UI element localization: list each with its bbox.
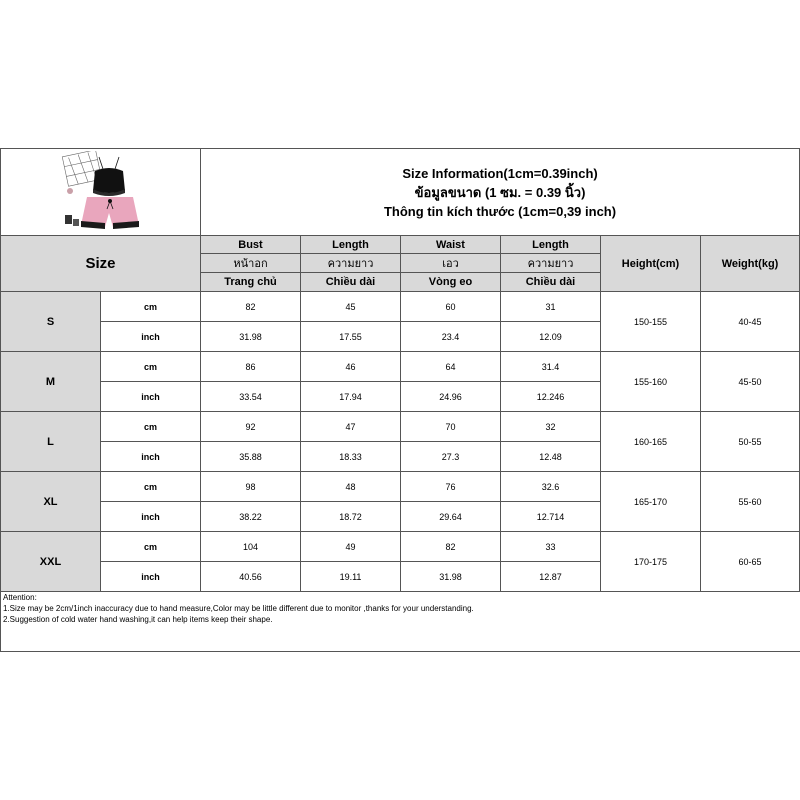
unit-inch-label: inch: [101, 442, 201, 472]
cm-value: 70: [401, 412, 501, 442]
inch-value: 29.64: [401, 502, 501, 532]
height-value: 160-165: [601, 412, 701, 472]
table-row: [1, 352, 800, 382]
size-table: [0, 148, 800, 592]
shorts-length-header-vi: Chiều dài: [501, 273, 601, 292]
title-cell: [201, 149, 800, 236]
inch-value: 24.96: [401, 382, 501, 412]
height-value: 150-155: [601, 292, 701, 352]
size-label: M: [1, 352, 101, 412]
size-chart: [0, 148, 800, 651]
size-column-header: Size: [1, 236, 201, 292]
height-header: Height(cm): [601, 236, 701, 292]
bust-header-th: หน้าอก: [201, 254, 301, 273]
unit-inch-label: inch: [101, 382, 201, 412]
cm-value: 31.4: [501, 352, 601, 382]
cm-value: 49: [301, 532, 401, 562]
cm-value: 104: [201, 532, 301, 562]
unit-inch-label: inch: [101, 562, 201, 592]
table-row: [1, 532, 800, 562]
unit-inch-label: inch: [101, 322, 201, 352]
inch-value: 12.48: [501, 442, 601, 472]
size-label: XL: [1, 472, 101, 532]
notes-line-2: 2.Suggestion of cold water hand washing,it can help items keep their shape.: [3, 615, 273, 624]
size-label: L: [1, 412, 101, 472]
height-value: 170-175: [601, 532, 701, 592]
bust-header-vi: Trang chủ: [201, 273, 301, 292]
inch-value: 12.09: [501, 322, 601, 352]
cm-value: 31: [501, 292, 601, 322]
cm-value: 64: [401, 352, 501, 382]
weight-header: Weight(kg): [701, 236, 800, 292]
cm-value: 32.6: [501, 472, 601, 502]
waist-header-vi: Vòng eo: [401, 273, 501, 292]
height-value: 155-160: [601, 352, 701, 412]
weight-value: 45-50: [701, 352, 800, 412]
notes-heading: Attention:: [3, 593, 37, 602]
inch-value: 19.11: [301, 562, 401, 592]
weight-value: 55-60: [701, 472, 800, 532]
shorts-length-header-en: Length: [501, 236, 601, 254]
inch-value: 12.246: [501, 382, 601, 412]
inch-value: 23.4: [401, 322, 501, 352]
cm-value: 60: [401, 292, 501, 322]
notes-line-1: 1.Size may be 2cm/1inch inaccuracy due to hand measure,Color may be little different due to monitor ,thanks for your understanding.: [3, 604, 474, 613]
bust-header-en: Bust: [201, 236, 301, 254]
inch-value: 40.56: [201, 562, 301, 592]
weight-value: 50-55: [701, 412, 800, 472]
length-header-th: ความยาว: [301, 254, 401, 273]
weight-value: 40-45: [701, 292, 800, 352]
attention-notes: [0, 591, 800, 652]
unit-cm-label: cm: [101, 472, 201, 502]
product-image: [61, 151, 146, 234]
cm-value: 82: [401, 532, 501, 562]
cm-value: 45: [301, 292, 401, 322]
cm-value: 32: [501, 412, 601, 442]
unit-cm-label: cm: [101, 532, 201, 562]
cm-value: 48: [301, 472, 401, 502]
inch-value: 17.55: [301, 322, 401, 352]
cm-value: 76: [401, 472, 501, 502]
cm-value: 33: [501, 532, 601, 562]
cm-value: 47: [301, 412, 401, 442]
inch-value: 33.54: [201, 382, 301, 412]
inch-value: 18.33: [301, 442, 401, 472]
length-header-en: Length: [301, 236, 401, 254]
table-row: [1, 412, 800, 442]
shorts-length-header-th: ความยาว: [501, 254, 601, 273]
cm-value: 98: [201, 472, 301, 502]
unit-cm-label: cm: [101, 292, 201, 322]
inch-value: 38.22: [201, 502, 301, 532]
size-label: XXL: [1, 532, 101, 592]
inch-value: 17.94: [301, 382, 401, 412]
inch-value: 18.72: [301, 502, 401, 532]
cm-value: 92: [201, 412, 301, 442]
inch-value: 31.98: [201, 322, 301, 352]
unit-cm-label: cm: [101, 412, 201, 442]
title-thai: ข้อมูลขนาด (1 ซม. = 0.39 นิ้ว): [414, 184, 586, 200]
inch-value: 27.3: [401, 442, 501, 472]
unit-cm-label: cm: [101, 352, 201, 382]
table-row: [1, 472, 800, 502]
length-header-vi: Chiều dài: [301, 273, 401, 292]
title-vietnamese: Thông tin kích thước (1cm=0,39 inch): [383, 203, 617, 219]
title-english: Size Information(1cm=0.39inch): [402, 165, 598, 181]
inch-value: 35.88: [201, 442, 301, 472]
waist-header-th: เอว: [401, 254, 501, 273]
cm-value: 46: [301, 352, 401, 382]
product-image-cell: [1, 149, 201, 236]
table-row: [1, 292, 800, 322]
cm-value: 86: [201, 352, 301, 382]
height-value: 165-170: [601, 472, 701, 532]
waist-header-en: Waist: [401, 236, 501, 254]
inch-value: 12.87: [501, 562, 601, 592]
inch-value: 31.98: [401, 562, 501, 592]
weight-value: 60-65: [701, 532, 800, 592]
size-label: S: [1, 292, 101, 352]
inch-value: 12.714: [501, 502, 601, 532]
cm-value: 82: [201, 292, 301, 322]
unit-inch-label: inch: [101, 502, 201, 532]
